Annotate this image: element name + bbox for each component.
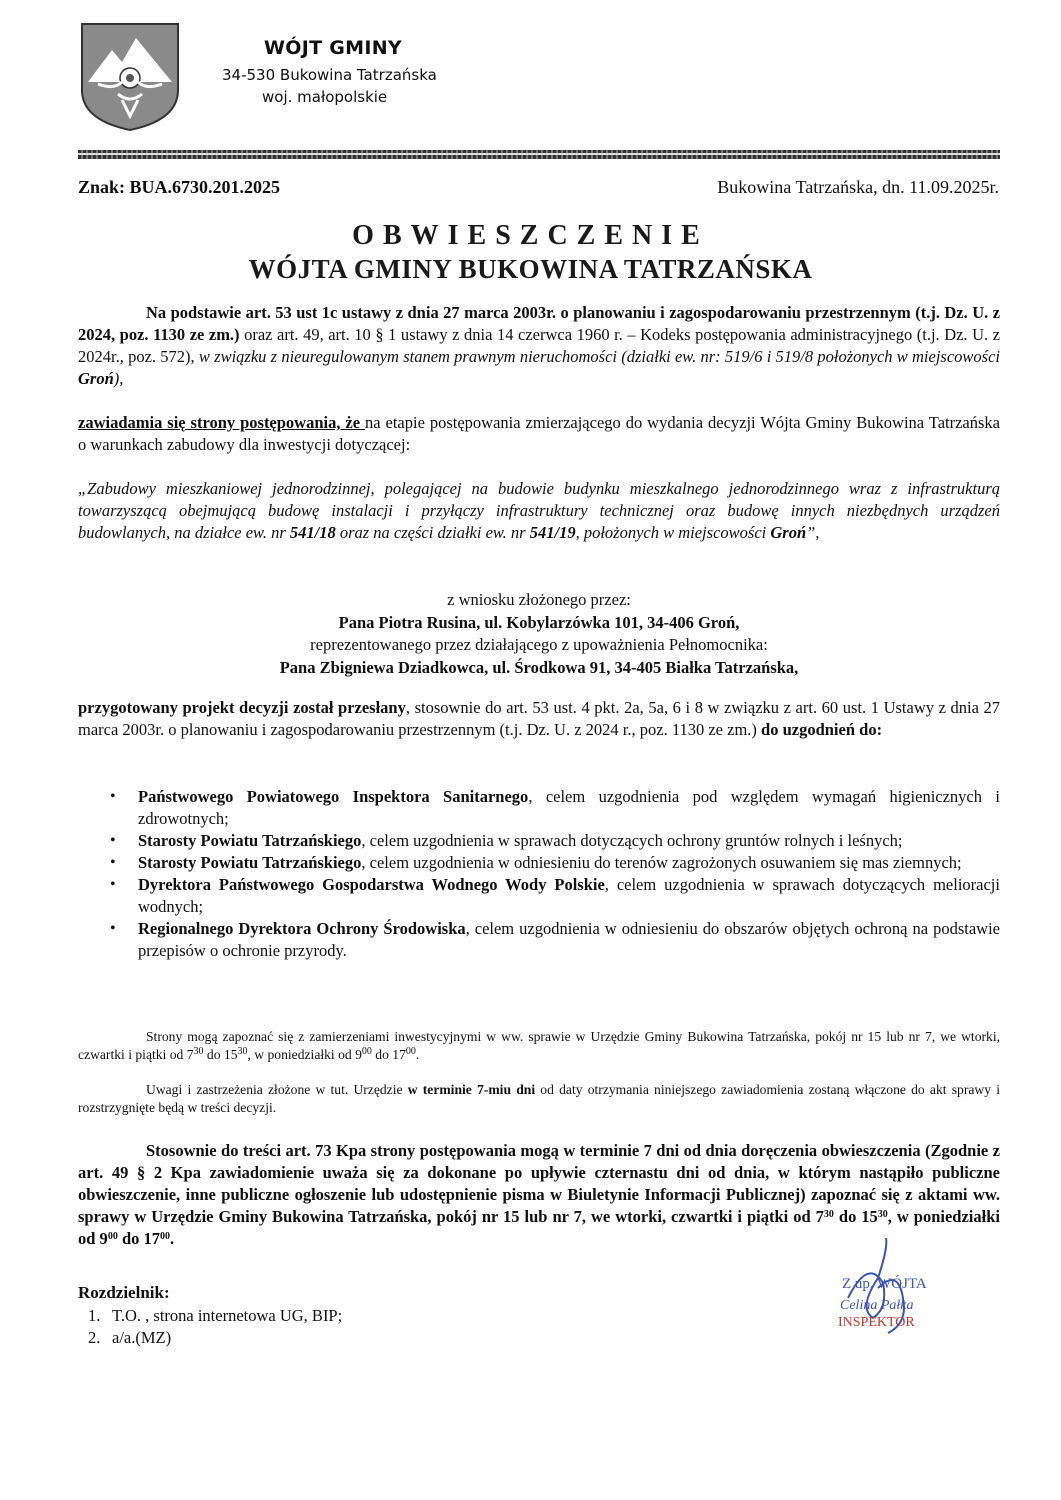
- representative-intro: reprezentowanego przez działającego z upoważnienia Pełnomocnika:: [310, 635, 768, 654]
- stamp-line-position: INSPEKTOR: [838, 1315, 915, 1330]
- notification-paragraph: zawiadamia się strony postępowania, że na etapie postępowania zmierzającego do wydania decyzji Wójta Gminy Bukowina Tatrzańska o warunkach zabudowy dla inwestycji dotyczącej:: [78, 413, 1000, 454]
- agreement-authorities-list: [78, 786, 1000, 962]
- coat-of-arms-logo: [78, 20, 182, 132]
- bullet-icon: •: [110, 876, 116, 893]
- authority-item: • Regionalnego Dyrektora Ochrony Środowiska, celem uzgodnienia w odniesieniu do obszarów objętych ochroną na podstawie przepisów o ochronie przyrody.: [110, 919, 1000, 960]
- legal-basis-paragraph: Na podstawie art. 53 ust 1c ustawy z dnia 27 marca 2003r. o planowaniu i zagospodarowaniu przestrzennym (t.j. Dz. U. z 2024, poz. 1130 ze zm.) oraz art. 49, art. 10 § 1 ustawy z dnia 14 czerwca 1960 r. – Kodeks postępowania administracyjnego (t.j. Dz. U. z 2024r., poz. 572), w związku z nieuregulowanym stanem prawnym nieruchomości (działki ew. nr: 519/6 i 519/8 położonych w miejscowości Groń),: [78, 303, 1000, 388]
- office-address: 34-530 Bukowina Tatrzańska: [222, 66, 437, 84]
- applicant-intro: z wniosku złożonego przez:: [447, 590, 631, 609]
- authority-item: • Starosty Powiatu Tatrzańskiego, celem uzgodnienia w sprawach dotyczących ochrony gruntów rolnych i leśnych;: [110, 831, 903, 850]
- document-title: OBWIESZCZENIE: [352, 220, 709, 251]
- document-subtitle: WÓJTA GMINY BUKOWINA TATRZAŃSKA: [248, 254, 813, 284]
- stamp-line-authority: Z up. WÓJTA: [842, 1276, 927, 1292]
- distribution-item: 1. T.O. , strona internetowa UG, BIP;: [88, 1306, 343, 1325]
- document-date: Bukowina Tatrzańska, dn. 11.09.2025r.: [717, 177, 999, 197]
- project-sent-paragraph: przygotowany projekt decyzji został przesłany, stosownie do art. 53 ust. 4 pkt. 2a, 5a, 6 i 8 w związku z art. 60 ust. 1 Ustawy z dnia 27 marca 2003r. o planowaniu i zagospodarowaniu przestrzennym (t.j. Dz. U. z 2024 r., poz. 1130 ze zm.) do uzgodnień do:: [78, 698, 1000, 739]
- office-title: WÓJT GMINY: [264, 37, 402, 59]
- stamp-line-name: Celina Pałka: [840, 1298, 914, 1313]
- investment-description: „Zabudowy mieszkaniowej jednorodzinnej, polegającej na budowie budynku mieszkalnego jednorodzinnego wraz z infrastrukturą towarzyszącą obejmującą budowę instalacji i przyłączy infrastruktury technicznej oraz budowę innych niezbędnych urządzeń budowlanych, na działce ew. nr 541/18 oraz na części działki ew. nr 541/19, położonych w miejscowości Groń”,: [78, 479, 1000, 542]
- authority-item: • Starosty Powiatu Tatrzańskiego, celem uzgodnienia w odniesieniu do terenów zagrożonych osuwaniem się mas ziemnych;: [110, 853, 962, 872]
- applicant-name: Pana Piotra Rusina, ul. Kobylarzówka 101, 34-406 Groń,: [338, 612, 740, 632]
- bullet-icon: •: [110, 788, 116, 805]
- distribution-title: Rozdzielnik:: [78, 1283, 170, 1302]
- distribution-list: [88, 1305, 342, 1349]
- inspection-hours-note: Strony mogą zapoznać się z zamierzeniami inwestycyjnymi w ww. sprawie w Urzędzie Gminy Bukowina Tatrzańska, pokój nr 15 lub nr 7, we wtorki, czwartki i piątki od $7^{30}$ do $15^{30}$, w poniedziałki od $9^{00}$ do $17^{00}$.: [78, 1029, 1000, 1062]
- bullet-icon: •: [110, 832, 116, 849]
- authority-item: • Dyrektora Państwowego Gospodarstwa Wodnego Wody Polskie, celem uzgodnienia w sprawach dotyczących melioracji wodnych;: [110, 875, 1000, 916]
- comments-deadline-note: Uwagi i zastrzeżenia złożone w tut. Urzędzie w terminie 7-miu dni od daty otrzymania niniejszego zawiadomienia zostaną włączone do akt sprawy i rozstrzygnięte będą w treści decyzji.: [78, 1082, 1000, 1115]
- header-divider: [78, 150, 1000, 159]
- authority-item: • Państwowego Powiatowego Inspektora Sanitarnego, celem uzgodnienia pod względem wymagań higienicznych i zdrowotnych;: [110, 787, 1000, 828]
- reference-number: Znak: BUA.6730.201.2025: [78, 177, 281, 197]
- office-region: woj. małopolskie: [262, 88, 388, 106]
- bullet-icon: •: [110, 920, 116, 937]
- signature-mark: [828, 1238, 958, 1348]
- proxy-name: Pana Zbigniewa Dziadkowca, ul. Środkowa 91, 34-405 Białka Tatrzańska,: [279, 657, 799, 677]
- bullet-icon: •: [110, 854, 116, 871]
- distribution-item: 2. a/a.(MZ): [88, 1328, 172, 1347]
- art73-paragraph: Stosownie do treści art. 73 Kpa strony postępowania mogą w terminie 7 dni od dnia doręczenia obwieszczenia (Zgodnie z art. 49 § 2 Kpa zawiadomienie uważa się za dokonane po upływie czternastu dni od dnia, w którym nastąpiło publiczne obwieszczenie, inne publiczne ogłoszenie lub udostępnienie pisma w Biuletynie Informacji Publicznej) zapoznać się z aktami ww. sprawy w Urzędzie Gminy Bukowina Tatrzańska, pokój nr 15 lub nr 7, we wtorki, czwartki i piątki od $7^{30}$ do $15^{30}$, w poniedziałki od $9^{00}$ do $17^{00}$.: [78, 1141, 1000, 1248]
- applicant-block: [78, 589, 1000, 679]
